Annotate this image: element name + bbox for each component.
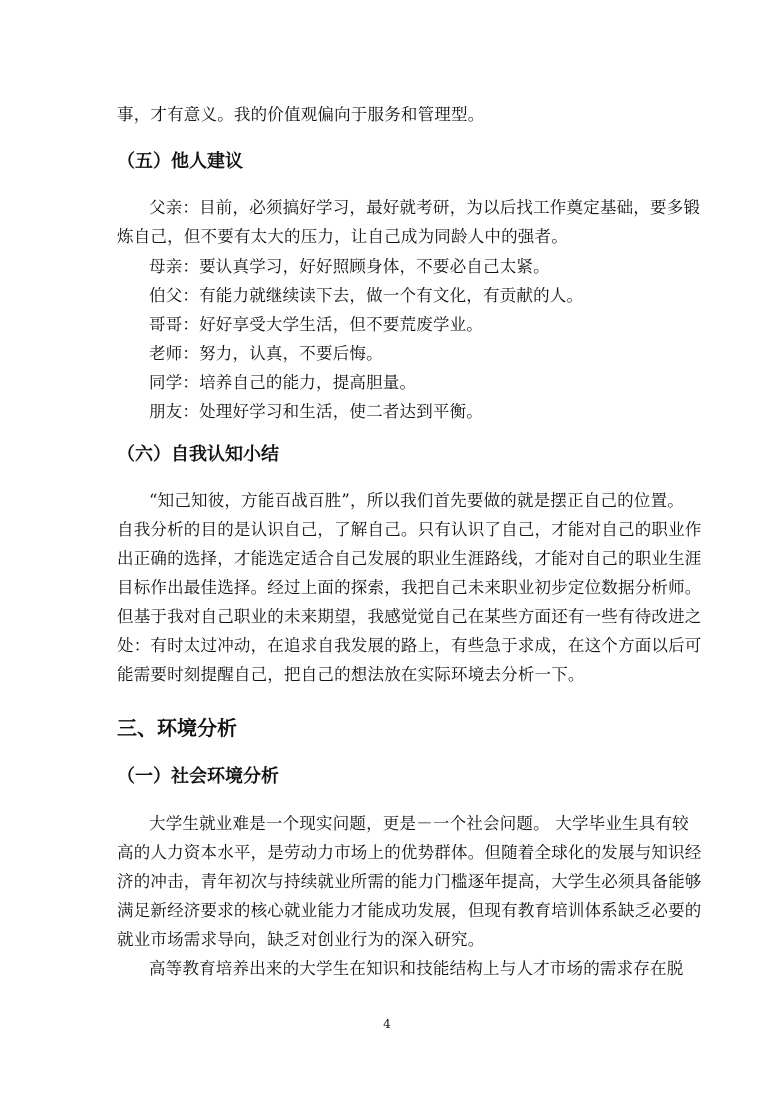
paragraph-line: 济的冲击，青年初次与持续就业所需的能力门槛逐年提高，大学生必须具备能够 [117,872,702,891]
section-heading-5: （五）他人建议 [117,151,243,172]
paragraph-line: 自我分析的目的是认识自己，了解自己。只有认识了自己，才能对自己的职业作 [117,520,702,539]
paragraph-line: 炼自己，但不要有太大的压力，让自己成为同龄人中的强者。 [117,227,568,246]
paragraph-line: 母亲：要认真学习，好好照顾身体，不要必自己太紧。 [149,257,550,276]
paragraph-line: 大学生就业难是一个现实问题，更是－一个社会问题。 大学毕业生具有较 [149,814,689,833]
paragraph-line: 同学：培养自己的能力，提高胆量。 [149,373,417,392]
section-heading-6: （六）自我认知小结 [117,444,279,465]
paragraph-line: 处：有时太过冲动，在追求自我发展的路上，有些急于求成，在这个方面以后可 [117,636,702,655]
paragraph-line: 高的人力资本水平，是劳动力市场上的优势群体。但随着全球化的发展与知识经 [117,843,702,862]
paragraph-line: 朋友：处理好学习和生活，使二者达到平衡。 [149,402,483,421]
paragraph-line: 出正确的选择，才能选定适合自己发展的职业生涯路线，才能对自己的职业生涯 [117,549,702,568]
paragraph-line: 高等教育培养出来的大学生在知识和技能结构上与人才市场的需求存在脱 [149,959,684,978]
paragraph-line: 就业市场需求导向，缺乏对创业行为的深入研究。 [117,930,485,949]
paragraph-line: 老师：努力，认真，不要后悔。 [149,344,383,363]
paragraph-line: 父亲：目前，必须搞好学习，最好就考研，为以后找工作奠定基础，要多锻 [149,198,701,217]
paragraph-line: 伯父：有能力就继续读下去，做一个有文化，有贡献的人。 [149,286,584,305]
page-number: 4 [383,1017,391,1031]
chapter-heading: 三、环境分析 [117,716,237,740]
paragraph-line: 目标作出最佳选择。经过上面的探索，我把自己未来职业初步定位数据分析师。 [117,578,702,597]
paragraph-line: 事，才有意义。我的价值观偏向于服务和管理型。 [117,105,485,124]
paragraph-line: 哥哥：好好享受大学生活，但不要荒废学业。 [149,315,483,334]
section-heading-3-1: （一）社会环境分析 [117,766,279,787]
paragraph-line: 满足新经济要求的核心就业能力才能成功发展，但现有教育培训体系缺乏必要的 [117,901,702,920]
paragraph-line: 能需要时刻提醒自己，把自己的想法放在实际环境去分析一下。 [117,665,585,684]
paragraph-line: “知己知彼，方能百战百胜”，所以我们首先要做的就是摆正自己的位置。 [149,491,684,510]
paragraph-line: 但基于我对自己职业的未来期望，我感觉觉自己在某些方面还有一些有待改进之 [117,607,702,626]
